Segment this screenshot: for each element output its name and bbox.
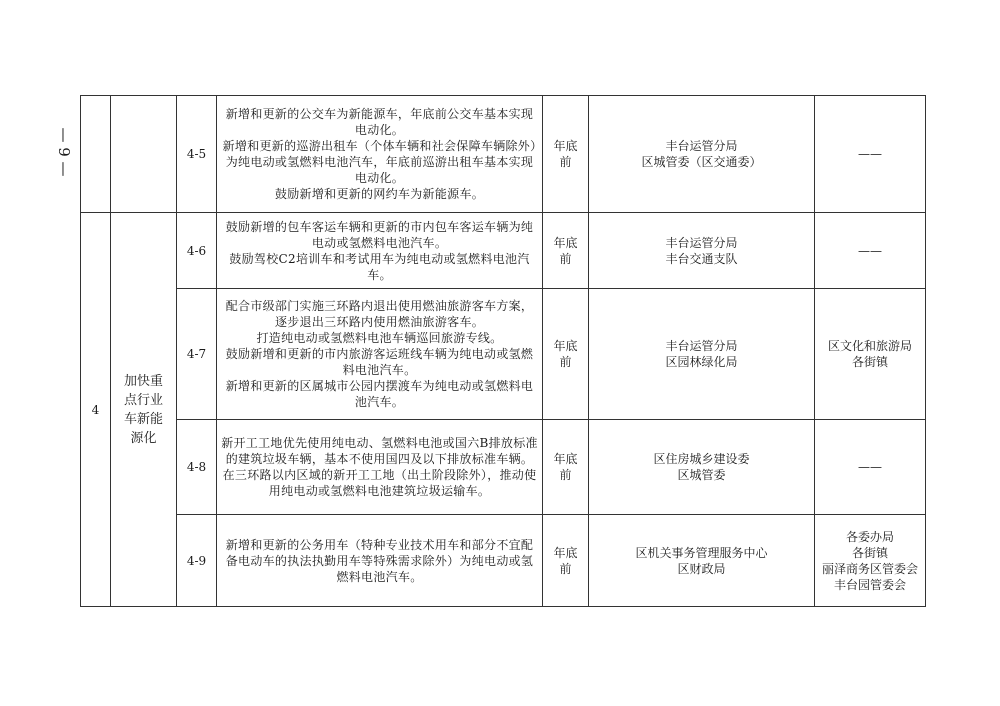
task-content-paragraph: 新增和更新的公交车为新能源车，年底前公交车基本实现电动化。 [225,107,534,137]
cooperate-unit-cell [815,420,926,515]
cooperate-unit-name: —— [858,460,882,474]
task-id-cell: 4-5 [177,96,217,213]
lead-unit-name: 区园林绿化局 [665,355,738,369]
cooperate-unit-name: 各委办局 [845,529,894,544]
lead-unit-cell [589,420,815,515]
table-row [81,213,926,289]
task-content-cell [217,420,543,515]
cooperate-unit-name: 区文化和旅游局 [827,339,912,353]
cooperate-unit-name: 各街镇 [851,545,888,560]
task-content-cell [217,289,543,420]
category-cell-empty [111,96,177,213]
lead-unit-name: 丰台交通支队 [665,251,738,266]
index-cell-empty [81,96,111,213]
lead-unit-name: 区住房城乡建设委 [653,452,750,466]
lead-unit-name: 丰台运管分局 [665,139,738,153]
cooperate-unit-name: 丽泽商务区管委会 [821,561,918,576]
task-content-paragraph: 打造纯电动或氢燃料电池车辆巡回旅游专线。 [256,331,503,345]
group-category-cell: 加快重点行业车新能源化 [111,213,177,607]
cooperate-unit-name: 各街镇 [851,355,888,369]
lead-unit-cell [589,213,815,289]
deadline-cell: 年底前 [543,96,589,213]
table-row [81,515,926,607]
lead-unit-name: 区城管委（区交通委） [641,155,762,169]
lead-unit-name: 丰台运管分局 [665,339,738,353]
deadline-cell: 年底前 [543,289,589,420]
cooperate-unit-cell [815,213,926,289]
task-id-cell: 4-8 [177,420,217,515]
task-content-paragraph: 配合市级部门实施三环路内退出使用燃油旅游客车方案，逐步退出三环路内使用燃油旅游客车。 [225,299,534,329]
cooperate-unit-cell [815,96,926,213]
task-table [80,95,926,607]
table-row [81,289,926,420]
task-content-paragraph: 鼓励驾校C2培训车和考试用车为纯电动或氢燃料电池汽车。 [229,251,530,282]
task-content-paragraph: 新增和更新的区属城市公园内摆渡车为纯电动或氢燃料电池汽车。 [225,379,534,409]
lead-unit-cell [589,96,815,213]
deadline-cell: 年底前 [543,420,589,515]
task-content-paragraph: 新增和更新的巡游出租车（个体车辆和社会保障车辆除外）为纯电动或氢燃料电池汽车，年底前巡游出租车基本实现电动化。 [222,139,537,185]
deadline-cell: 年底前 [543,213,589,289]
task-content-paragraph: 鼓励新增和更新的市内旅游客运班线车辆为纯电动或氢燃料电池汽车。 [225,347,534,377]
lead-unit-cell [589,289,815,420]
task-content-paragraph: 鼓励新增的包车客运车辆和更新的市内包车客运车辆为纯电动或氢燃料电池汽车。 [225,219,534,250]
task-content-paragraph: 新增和更新的公务用车（特种专业技术用车和部分不宜配备电动车的执法执勤用车等特殊需求除外）为纯电动或氢燃料电池汽车。 [225,537,534,584]
cooperate-unit-name: —— [858,147,882,161]
task-content-cell [217,213,543,289]
cooperate-unit-name: —— [858,243,882,258]
lead-unit-name: 区财政局 [677,561,726,576]
cooperate-unit-cell [815,289,926,420]
group-index-cell: 4 [81,213,111,607]
task-content-cell [217,96,543,213]
table-row [81,96,926,213]
cooperate-unit-cell [815,515,926,607]
task-id-cell: 4-7 [177,289,217,420]
task-id-cell: 4-9 [177,515,217,607]
task-id-cell: 4-6 [177,213,217,289]
lead-unit-name: 区城管委 [677,468,726,482]
lead-unit-cell [589,515,815,607]
page-number: — 9 — [55,127,73,177]
lead-unit-name: 区机关事务管理服务中心 [635,545,768,560]
task-content-cell [217,515,543,607]
cooperate-unit-name: 丰台园管委会 [833,577,906,592]
table-row [81,420,926,515]
task-content-paragraph: 新开工工地优先使用纯电动、氢燃料电池或国六B排放标准的建筑垃圾车辆，基本不使用国四及以下排放标准车辆。在三环路以内区域的新开工工地（出土阶段除外），推动使用纯电动或氢燃料电池建筑垃圾运输车。 [221,436,538,498]
lead-unit-name: 丰台运管分局 [665,235,738,250]
deadline-cell: 年底前 [543,515,589,607]
task-content-paragraph: 鼓励新增和更新的网约车为新能源车。 [274,187,485,201]
